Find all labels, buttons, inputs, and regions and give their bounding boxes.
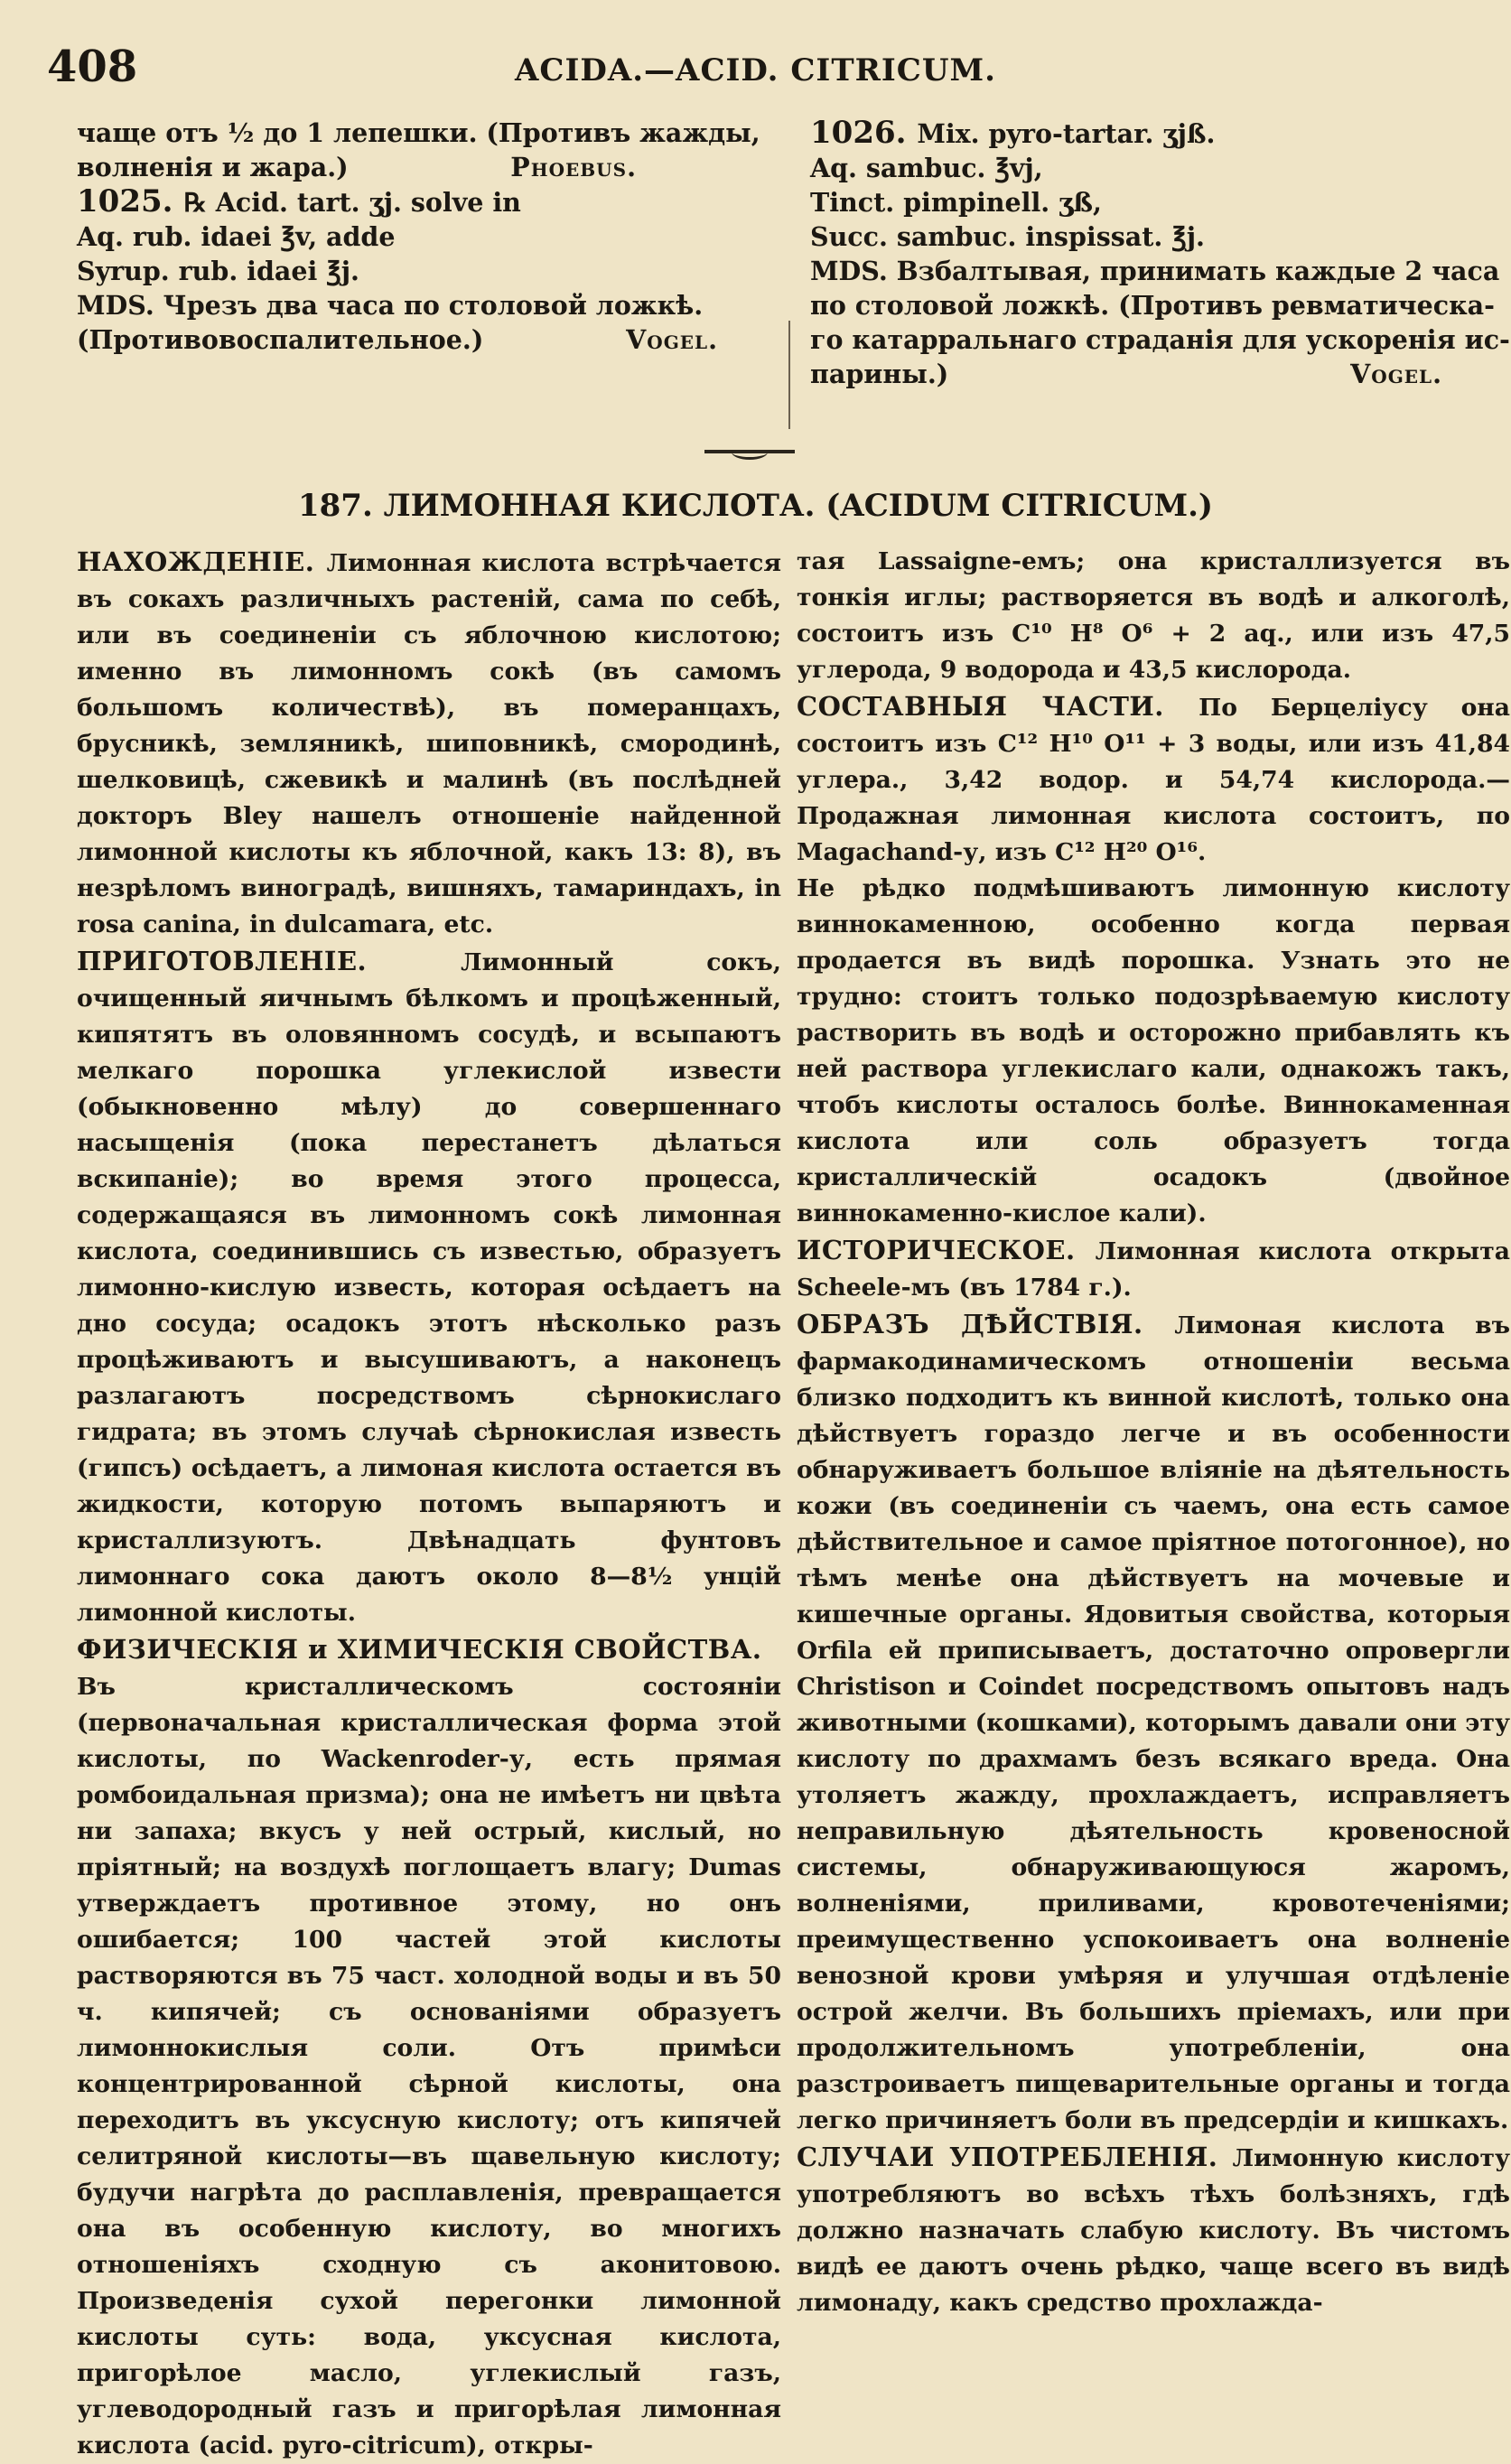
section-heading: НАХОЖДЕНІЕ. bbox=[77, 546, 327, 577]
prescription-line: Mix. pyro-tartar. ʒjß. bbox=[917, 118, 1216, 149]
prescription-line: Tinct. pimpinell. ʒß, bbox=[810, 187, 1102, 218]
paragraph bbox=[77, 1669, 781, 2464]
prescription-signature bbox=[810, 357, 1478, 391]
continuation-signature bbox=[77, 150, 772, 184]
prescription-1025-head bbox=[77, 184, 772, 219]
section-heading: СЛУЧАИ УПОТРЕБЛЕНІЯ. bbox=[797, 2142, 1233, 2172]
prescription-line: MDS. Взбалтывая, принимать каждые 2 часа bbox=[810, 256, 1500, 286]
paragraph bbox=[797, 2139, 1510, 2321]
prescriptions-right bbox=[810, 115, 1510, 414]
prescription-line: Aq. sambuc. ℥vj, bbox=[810, 153, 1043, 183]
running-title: ACIDA.—ACID. CITRICUM. bbox=[515, 52, 996, 89]
prescriptions-left bbox=[77, 116, 772, 414]
paragraph bbox=[797, 688, 1510, 871]
prescription-line: Syrup. rub. idaei ℥j. bbox=[77, 256, 359, 286]
prescription-signature bbox=[77, 322, 772, 357]
paragraph-text: Въ кристаллическомъ состояніи (первоначальная кристаллическая форма этой кислоты, по Wackenroder-у, есть прямая ромбоидальная призма); она не имѣетъ ни цвѣта ни запаха; вкусъ у ней острый, кислый, но пріятный; на воздухѣ поглощаетъ влагу; Dumas утверждаетъ противное этому, но онъ ошибается; 100 частей этой кислоты растворяются въ 75 част. холодной воды и въ 50 ч. кипячей; съ основаніями образуетъ лимоннокислыя соли. Отъ примѣси концентрированной сѣрной кислоты, она переходитъ въ уксусную кислоту; отъ кипячей селитряной кислоты—въ щавельную кислоту; будучи нагрѣта до расплавленія, превращается она въ особенную кислоту, во многихъ отношеніяхъ сходную съ аконитовою. Произведенія сухой перегонки лимонной кислоты суть: вода, уксусная кислота, пригорѣлое масло, углекислый газъ, углеводородный газъ и пригорѣлая лимонная кислота (acid. pyro-citricum), откры- bbox=[77, 1673, 781, 2459]
right-column bbox=[797, 544, 1510, 2321]
prescription-number: 1025. bbox=[77, 183, 184, 219]
paragraph bbox=[797, 544, 1510, 688]
continuation-line: чаще отъ ½ до 1 лепешки. (Противъ жажды, bbox=[77, 117, 760, 148]
prescription-line: парины.) bbox=[810, 359, 949, 389]
paragraph bbox=[77, 943, 781, 1631]
paragraph bbox=[797, 871, 1510, 1232]
paragraph bbox=[77, 544, 781, 943]
prescription-line: по столовой ложкѣ. (Противъ ревматическа- bbox=[810, 290, 1495, 321]
paragraph-text: Лимонный сокъ, очищенный яичнымъ бѣлкомъ и процѣженный, кипятятъ въ оловянномъ сосудѣ, и всыпаютъ мелкаго порошка углекислой извести (обыкновенно мѣлу) до совершеннаго насыщенія (пока перестанетъ дѣлаться вскипаніе); во время этого процесса, содержащаяся въ лимонномъ сокѣ лимонная кислота, соединившись съ известью, образуетъ лимонно-кислую известь, которая осѣдаетъ на дно сосуда; осадокъ этотъ нѣсколько разъ процѣживаютъ и высушиваютъ, а наконецъ разлагаютъ посредствомъ сѣрнокислаго гидрата; въ этомъ случаѣ сѣрнокислая известь (гипсъ) осѣдаетъ, а лимоная кислота остается въ жидкости, которую потомъ выпаряютъ и кристаллизуютъ. Двѣнадцать фунтовъ лимоннаго сока даютъ около 8—8½ унцій лимонной кислоты. bbox=[77, 948, 781, 1627]
prescription-line: Aq. rub. idaei ℥v, adde bbox=[77, 221, 396, 252]
column-rule bbox=[788, 321, 790, 429]
running-header bbox=[47, 40, 1464, 98]
paragraph bbox=[797, 1306, 1510, 2139]
prescription-line: Succ. sambuc. inspissat. ℥j. bbox=[810, 221, 1205, 252]
paragraph bbox=[797, 1232, 1510, 1306]
paragraph-text: Лимонную кислоту употребляютъ во всѣхъ тѣхъ болѣзняхъ, гдѣ должно назначать слабую кислоту. Въ чистомъ видѣ ее даютъ очень рѣдко, чаще всего въ видѣ лимонаду, какъ средство прохлажда- bbox=[797, 2144, 1510, 2317]
left-column bbox=[77, 544, 781, 2464]
paragraph-text: По Берцеліусу она состоитъ изъ C¹² H¹⁰ O¹¹ + 3 воды, или изъ 41,84 углера., 3,42 водор. и 54,74 кислорода.—Продажная лимонная кислота состоитъ, по Magachand-у, изъ C¹² H²⁰ O¹⁶. bbox=[797, 694, 1511, 866]
paragraph-text: Лимонная кислота встрѣчается въ сокахъ различныхъ растеній, сама по себѣ, или въ соединеніи съ яблочною кислотою; именно въ лимонномъ сокѣ (въ самомъ большомъ количествѣ), въ померанцахъ, брусникѣ, земляникѣ, шиповникѣ, смородинѣ, шелковицѣ, сжевикѣ и малинѣ (въ послѣдней докторъ Bley нашелъ отношеніе найденной лимонной кислоты къ яблочной, какъ 13: 8), въ незрѣломъ виноградѣ, вишняхъ, тамариндахъ, in rosa canina, in dulcamara, etc. bbox=[77, 549, 781, 938]
prescription-author: Vogel. bbox=[1350, 359, 1442, 389]
prescription-line: MDS. Чрезъ два часа по столовой ложкѣ. bbox=[77, 290, 704, 321]
paragraph-text: Не рѣдко подмѣшиваютъ лимонную кислоту виннокаменною, особенно когда первая продается въ видѣ порошка. Узнать это не трудно: стоитъ только подозрѣваемую кислоту растворить въ водѣ и осторожно прибавлять къ ней раствора углекислаго кали, однакожъ такъ, чтобъ кислоты осталось болѣе. Виннокаменная кислота или соль образуетъ тогда кристаллическій осадокъ (двойное виннокаменно-кислое кали). bbox=[797, 874, 1510, 1227]
prescription-number: 1026. bbox=[810, 115, 918, 151]
page-number: 408 bbox=[47, 42, 138, 92]
continuation-line: волненія и жара.) bbox=[77, 152, 349, 182]
prescription-author: Phoebus. bbox=[510, 152, 637, 182]
prescription-1026-head bbox=[810, 116, 1478, 151]
section-heading-line bbox=[77, 1631, 781, 1669]
prescription-line: (Противовоспалительное.) bbox=[77, 324, 484, 355]
section-heading: ПРИГОТОВЛЕНІЕ. bbox=[77, 946, 462, 976]
paragraph-text: Лимоная кислота въ фармакодинамическомъ отношеніи весьма близко подходитъ къ винной кислотѣ, только она дѣйствуетъ гораздо легче и въ особенности обнаруживаетъ большое вліяніе на дѣятельность кожи (въ соединеніи съ чаемъ, она есть самое дѣйствительное и самое пріятное потогонное), но тѣмъ менѣе она дѣйствуетъ на мочевые и кишечные органы. Ядовитыя свойства, которыя Orfila ей приписываетъ, достаточно опровергли Christison и Coindet посредствомъ опытовъ надъ животными (кошками), которымъ давали они эту кислоту по драхмамъ безъ всякаго вреда. Она утоляетъ жажду, прохлаждаетъ, исправляетъ неправильную дѣятельность кровеносной системы, обнаруживающуюся жаромъ, волненіями, приливами, кровотеченіями; преимущественно успокоиваетъ она волненіе венозной крови умѣряя и улучшая отдѣленіе острой желчи. Въ большихъ пріемахъ, или при продолжительномъ употребленіи, она разстроиваетъ пищеварительные органы и тогда легко причиняетъ боли въ предсердіи и кишкахъ. bbox=[797, 1311, 1510, 2134]
article-title: 187. ЛИМОННАЯ КИСЛОТА. (ACIDUM CITRICUM.) bbox=[297, 488, 1214, 524]
prescription-line: ℞ Acid. tart. ʒj. solve in bbox=[183, 187, 521, 218]
section-heading: ОБРАЗЪ ДѢЙСТВІЯ. bbox=[797, 1309, 1175, 1339]
prescription-line: го катарральнаго страданія для ускоренія ис- bbox=[810, 324, 1510, 355]
paragraph-text: Лимонная кислота открыта Scheele-мъ (въ 1784 г.). bbox=[797, 1237, 1510, 1302]
section-ornament-divider bbox=[704, 450, 795, 453]
section-heading: ИСТОРИЧЕСКОЕ. bbox=[797, 1235, 1096, 1265]
paragraph-text: тая Lassaigne-емъ; она кристаллизуется въ тонкія иглы; растворяется въ водѣ и алкоголѣ, состоитъ изъ C¹⁰ H⁸ O⁶ + 2 aq., или изъ 47,5 углерода, 9 водорода и 43,5 кислорода. bbox=[797, 547, 1510, 684]
section-heading: СОСТАВНЫЯ ЧАСТИ. bbox=[797, 691, 1199, 722]
prescription-author: Vogel. bbox=[626, 324, 718, 355]
section-heading: ФИЗИЧЕСКІЯ и ХИМИЧЕСКІЯ СВОЙСТВА. bbox=[77, 1634, 762, 1665]
